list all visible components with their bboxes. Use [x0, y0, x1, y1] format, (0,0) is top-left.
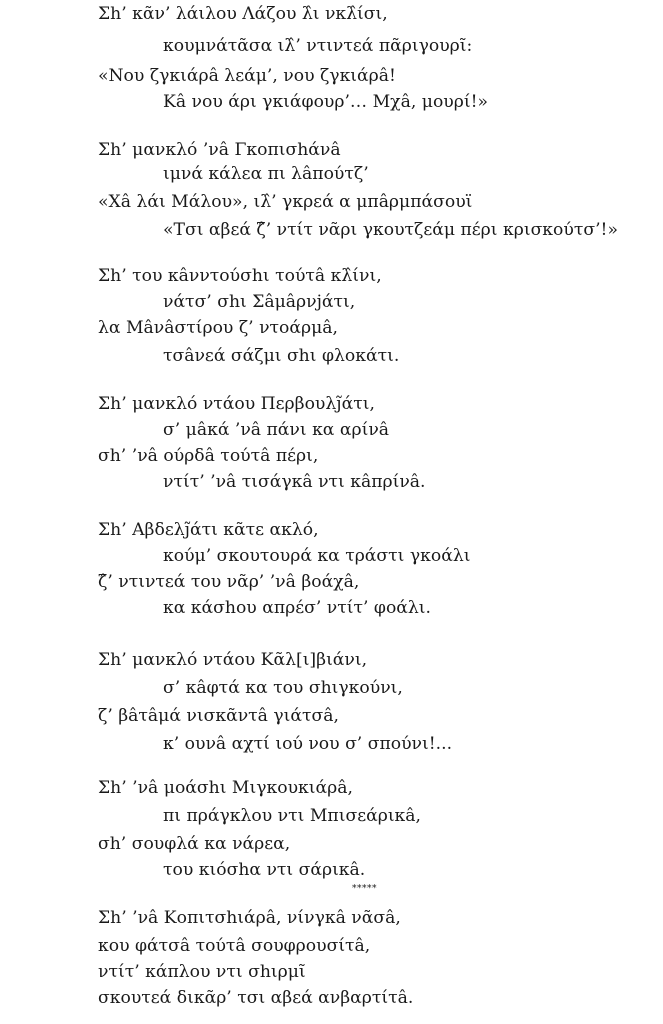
- stanza-4-line-1: Σh’ μανκλό ντάου Περβουλj̃άτι,: [98, 394, 375, 414]
- stanza-7-line-4: του κιόσhα ντι σάρικâ.: [163, 860, 366, 880]
- stanza-6-line-3: ζ’ βâτâμά νισκᾶντâ γιάτσâ,: [98, 706, 339, 726]
- stanza-1-line-2: κουμνάτᾶσα ιλ̂’ ντιντεά πᾶριγουρῖ:: [163, 36, 473, 56]
- stanza-2-line-4: «Τσι αβεά ζ̂’ ντίτ νᾶρι γκουτζεάμ πέρι κρισκούτσ’!»: [163, 220, 618, 240]
- stanza-2-line-2: ιμνά κάλεα πι λâπούτζ’: [163, 164, 369, 184]
- stanza-3-line-3: λα Μâνâστίρου ζ’ ντοάρμâ,: [98, 318, 338, 338]
- stanza-4-line-3: σh’ ’νâ ούρδâ τούτâ πέρι,: [98, 446, 319, 466]
- stanza-8-line-4: σκουτεά δικᾶρ’ τσι αβεά ανβαρτίτâ.: [98, 988, 414, 1008]
- stanza-2-line-1: Σh’ μανκλό ’νâ Γκοπισhάνâ: [98, 140, 341, 160]
- stanza-1-line-4: Κâ νου άρι γκιάφουρ’… Μχâ, μουρί!»: [163, 92, 489, 112]
- stanza-2-line-3: «Χâ λάι Μάλου», ιλ̂’ γκρεά α μπâρμπάσουϊ: [98, 192, 473, 212]
- stanza-3-line-1: Σh’ του κâνντούσhι τούτâ κλ̂ίνι,: [98, 266, 382, 286]
- stanza-1-line-3: «Νου ζγκιάρâ λεάμ’, νου ζγκιάρâ!: [98, 66, 396, 86]
- stanza-6-line-2: σ’ κâφτά κα του σhιγκούνι,: [163, 678, 403, 698]
- stanza-5-line-3: ζ̂’ ντιντεά του νᾶρ’ ’νâ βοάχâ,: [98, 572, 360, 592]
- stanza-6-line-4: κ’ ουνâ αχτί ιού νου σ’ σπούνι!...: [163, 734, 453, 754]
- stanza-5-line-2: κούμ’ σκουτουρά κα τράστι γκοάλι: [163, 546, 471, 566]
- stanza-3-line-2: νάτσ’ σhι Σâμâρνjάτι,: [163, 292, 356, 312]
- stanza-7-line-3: σh’ σουφλά κα νάρεα,: [98, 834, 291, 854]
- stanza-7-line-1: Σh’ ’νâ μοάσhι Μιγκουκιάρâ,: [98, 778, 353, 798]
- stanza-1-line-1: Σh’ κᾶν’ λάιλου Λάζου λ̂ι νκλ̂ίσι,: [98, 4, 388, 24]
- stanza-4-line-2: σ’ μâκά ’νâ πάνι κα αρίνâ: [163, 420, 390, 440]
- section-separator: *****: [352, 884, 377, 894]
- stanza-4-line-4: ντίτ’ ’νâ τισάγκâ ντι κâπρίνâ.: [163, 472, 426, 492]
- stanza-8-line-3: ντίτ’ κάπλου ντι σhιρμῖ: [98, 962, 306, 982]
- stanza-8-line-1: Σh’ ’νâ Κοπιτσhιάρâ, νίνγκâ νᾶσâ,: [98, 908, 401, 928]
- stanza-5-line-1: Σh’ Αβδελj̃άτι κᾶτε ακλό,: [98, 520, 319, 540]
- stanza-6-line-1: Σh’ μανκλό ντάου Κᾶλ[ι]βιάνι,: [98, 650, 368, 670]
- stanza-7-line-2: πι πράγκλου ντι Μπισεάρικâ,: [163, 806, 422, 826]
- stanza-3-line-4: τσâνεά σάζμι σhι φλοκάτι.: [163, 346, 400, 366]
- stanza-5-line-4: κα κάσhου απρέσ’ ντίτ’ φοάλι.: [163, 598, 432, 618]
- stanza-8-line-2: κου φάτσâ τούτâ σουφρουσίτâ,: [98, 936, 371, 956]
